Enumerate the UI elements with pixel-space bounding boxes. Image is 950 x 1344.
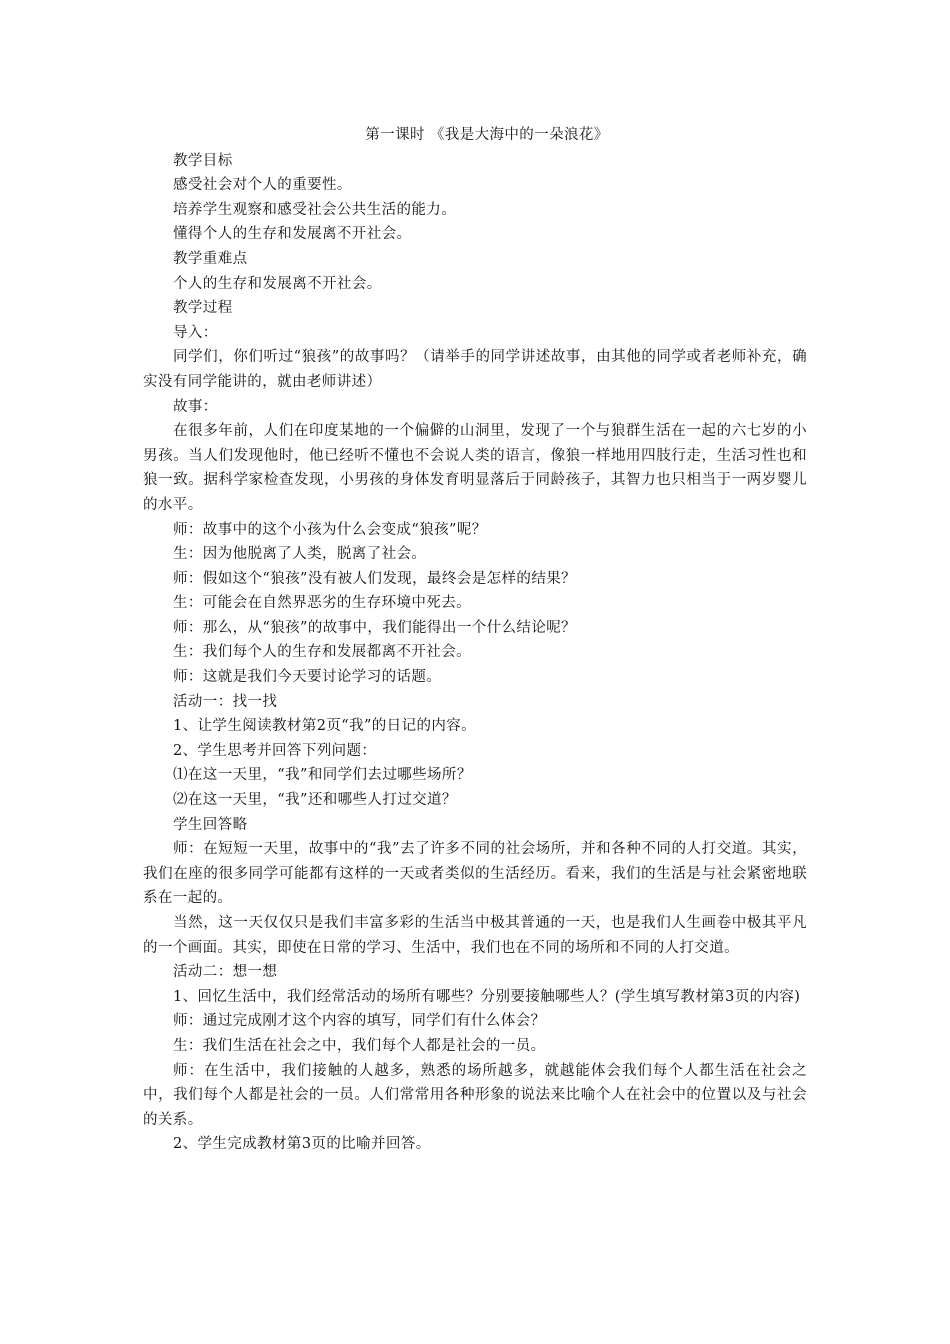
question-item: ⑵在这一天里，“我”还和哪些人打过交道？ xyxy=(173,792,457,809)
dialogue-line: 生：因为他脱离了人类，脱离了社会。 xyxy=(173,546,427,563)
heading-key-difficulties: 教学重难点 xyxy=(173,250,248,267)
answer-note: 学生回答略 xyxy=(173,816,248,833)
document-body xyxy=(143,123,807,1157)
question-item: ⑴在这一天里，“我”和同学们去过哪些场所？ xyxy=(173,767,472,784)
intro-paragraph: 同学们，你们听过“狼孩”的故事吗？（请举手的同学讲述故事，由其他的同学或者老师补充，确实没有同学能讲的，就由老师讲述） xyxy=(143,349,807,390)
dialogue-line: 生：我们每个人的生存和发展都离不开社会。 xyxy=(173,644,471,661)
heading-story: 故事： xyxy=(173,398,218,415)
heading-activity-one: 活动一：找一找 xyxy=(173,693,278,710)
teacher-paragraph: 师：在短短一天里，故事中的“我”去了许多不同的社会场所，并和各种不同的人打交道。其实，我们在座的很多同学可能都有这样的一天或者类似的生活经历。看来，我们的生活是与社会紧密地联系在一起的。 xyxy=(143,841,807,907)
activity-step: 2、学生完成教材第3页的比喻并回答。 xyxy=(173,1136,431,1153)
body-paragraph: 当然，这一天仅仅只是我们丰富多彩的生活当中极其普通的一天，也是我们人生画卷中极其平凡的一个画面。其实，即使在日常的学习、生活中，我们也在不同的场所和不同的人打交道。 xyxy=(143,915,807,956)
goal-item: 懂得个人的生存和发展离不开社会。 xyxy=(173,226,412,243)
dialogue-line: 师：假如这个“狼孩”没有被人们发现，最终会是怎样的结果？ xyxy=(173,570,577,587)
goal-item: 感受社会对个人的重要性。 xyxy=(173,177,352,194)
key-point: 个人的生存和发展离不开社会。 xyxy=(173,275,382,292)
activity-step: 2、学生思考并回答下列问题： xyxy=(173,742,377,759)
activity-step: 1、回忆生活中，我们经常活动的场所有哪些？分别要接触哪些人？(学生填写教材第3页的内容) xyxy=(173,988,801,1005)
dialogue-line: 师：故事中的这个小孩为什么会变成“狼孩”呢？ xyxy=(173,521,487,538)
dialogue-line: 生：我们生活在社会之中，我们每个人都是社会的一员。 xyxy=(173,1037,546,1054)
dialogue-line: 师：通过完成刚才这个内容的填写，同学们有什么体会？ xyxy=(173,1013,546,1030)
story-paragraph: 在很多年前，人们在印度某地的一个偏僻的山洞里，发现了一个与狼群生活在一起的六七岁的小男孩。当人们发现他时，他已经听不懂也不会说人类的语言，像狼一样地用四肢行走，生活习性也和狼一致。据科学家检查发现，小男孩的身体发育明显落后于同龄孩子，其智力也只相当于一两岁婴儿的水平。 xyxy=(143,423,807,513)
heading-introduction: 导入： xyxy=(173,324,218,341)
dialogue-line: 师：那么，从“狼孩”的故事中，我们能得出一个什么结论呢？ xyxy=(173,619,577,636)
lesson-title: 第一课时 《我是大海中的一朵浪花》 xyxy=(365,127,609,143)
dialogue-line: 师：这就是我们今天要讨论学习的话题。 xyxy=(173,669,442,686)
heading-teaching-goals: 教学目标 xyxy=(173,152,233,169)
goal-item: 培养学生观察和感受社会公共生活的能力。 xyxy=(173,201,457,218)
heading-teaching-process: 教学过程 xyxy=(173,300,233,317)
dialogue-line: 生：可能会在自然界恶劣的生存环境中死去。 xyxy=(173,595,471,612)
teacher-paragraph: 师：在生活中，我们接触的人越多，熟悉的场所越多，就越能体会我们每个人都生活在社会之中，我们每个人都是社会的一员。人们常常用各种形象的说法来比喻个人在社会中的位置以及与社会的关系。 xyxy=(143,1062,807,1128)
heading-activity-two: 活动二：想一想 xyxy=(173,964,278,981)
activity-step: 1、让学生阅读教材第2页“我”的日记的内容。 xyxy=(173,718,477,735)
